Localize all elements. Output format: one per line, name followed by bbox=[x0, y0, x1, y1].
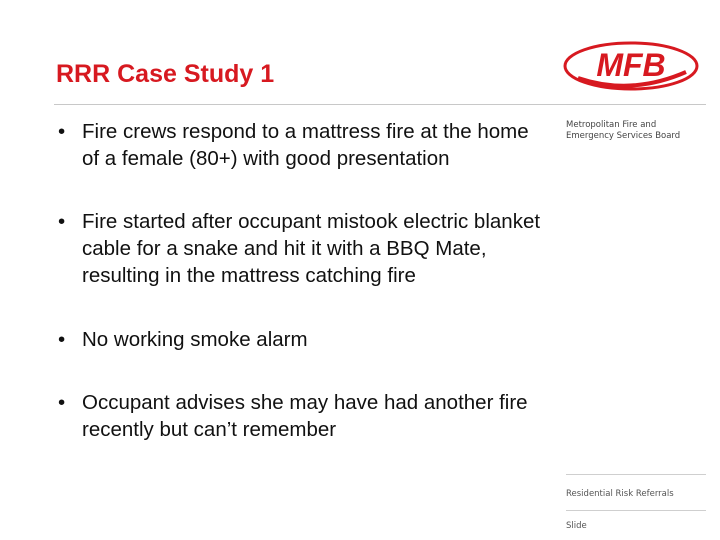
bullet-dot: • bbox=[58, 328, 66, 351]
footer-divider bbox=[566, 510, 706, 511]
bullet-item bbox=[58, 326, 548, 353]
bullet-dot: • bbox=[58, 120, 66, 143]
mfb-logo bbox=[562, 38, 700, 92]
org-name-line1: Metropolitan Fire and bbox=[566, 120, 657, 130]
bullet-text: Fire started after occupant mistook electric blanket cable for a snake and hit it with a BBQ Mate, resulting in the mattress catching fire bbox=[82, 210, 541, 287]
bullet-item bbox=[58, 118, 548, 172]
organization-name bbox=[566, 120, 680, 142]
bullet-item bbox=[58, 389, 548, 443]
footer-slide-label: Slide bbox=[566, 521, 587, 531]
logo-text: MFB bbox=[596, 47, 666, 83]
bullet-item bbox=[58, 208, 548, 289]
footer-section-label: Residential Risk Referrals bbox=[566, 489, 674, 499]
bullet-text: No working smoke alarm bbox=[82, 328, 308, 351]
bullet-dot: • bbox=[58, 210, 66, 233]
bullet-list bbox=[58, 118, 548, 443]
bullet-text: Occupant advises she may have had another fire recently but can’t remember bbox=[82, 391, 528, 441]
bullet-text: Fire crews respond to a mattress fire at the home of a female (80+) with good presentation bbox=[82, 120, 529, 170]
slide-title: RRR Case Study 1 bbox=[56, 60, 275, 88]
org-name-line2: Emergency Services Board bbox=[566, 131, 681, 141]
footer-divider bbox=[566, 474, 706, 475]
bullet-dot: • bbox=[58, 391, 66, 414]
title-divider bbox=[54, 104, 706, 105]
